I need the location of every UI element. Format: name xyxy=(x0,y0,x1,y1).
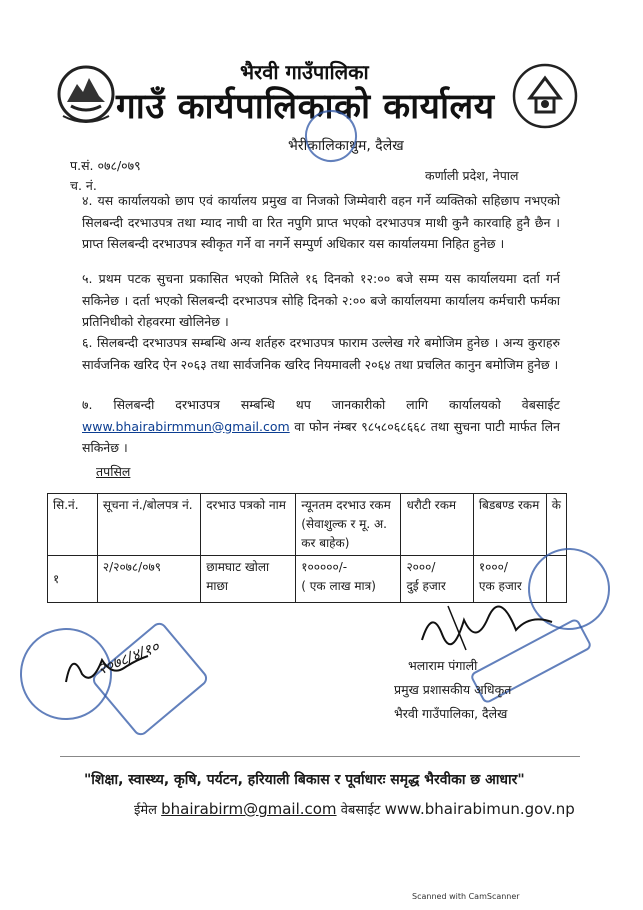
header-notice: सूचना नं./बोलपत्र नं. xyxy=(97,494,200,556)
clause-7-text-a: ७. सिलबन्दी दरभाउपत्र सम्बन्धि थप जानकारीको लागि कार्यालयको वेबसाईट xyxy=(82,397,560,412)
tapasil-heading: तपसिल xyxy=(96,464,131,479)
cell-deposit-value: २०००/ xyxy=(406,560,436,574)
header-min-amount: न्यूनतम दरभाउ रकम (सेवाशुल्क र मू. अ. कर बाहेक) xyxy=(296,494,401,556)
cell-min-amount-words: ( एक लाख मात्र) xyxy=(301,579,376,593)
cell-min-amount xyxy=(296,556,401,603)
header-form: बिडबण्ड रकम xyxy=(473,494,546,556)
footer-email[interactable]: bhairabirm@gmail.com xyxy=(161,800,337,818)
reference-number: प.सं. ०७८/०७९ xyxy=(70,158,141,173)
signatory-office: भैरवी गाउँपालिका, दैलेख xyxy=(394,706,508,721)
clause-7-text-b: वा फोन नंम्बर ९८५८०६८६६८ तथा सुचना पाटी मार्फत लिन सकिनेछ । xyxy=(82,418,560,455)
clause-7-email-link[interactable]: www.bhairabirmmun@gmail.com xyxy=(82,418,290,434)
province-text: कर्णाली प्रदेश, नेपाल xyxy=(425,168,519,183)
municipality-name: भैरवी गाउँपालिका xyxy=(240,60,369,84)
table-header-row xyxy=(48,494,567,556)
footer-contact xyxy=(134,800,575,818)
clause-4: ४. यस कार्यालयको छाप एवं कार्यालय प्रमुख वा निजको जिम्मेवारी वहन गर्ने व्यक्तिको सहिछाप नभएको सिलबन्दी दरभाउपत्र तथा म्याद नाघी वा रित नपुगि प्राप्त भएको दरभाउपत्र माथी कुनै कारवाहि हुनै छैन । प्राप्त सिलबन्दी दरभाउपत्र स्वीकृत गर्ने वा नगर्ने सम्पुर्ण अधिकार यस कार्यालयमा निहित हुनेछ । xyxy=(82,193,560,251)
handwritten-date: २०७८/४/१० xyxy=(94,637,162,679)
footer-rule xyxy=(60,756,580,757)
dispatch-number: च. नं. xyxy=(70,178,97,193)
table-row xyxy=(48,556,567,603)
cell-min-amount-value: १०००००/- xyxy=(301,560,348,574)
cell-sn: १ xyxy=(48,556,98,603)
tender-table xyxy=(47,493,567,603)
header-last: के xyxy=(546,494,566,556)
clause-7 xyxy=(82,394,560,459)
header-sn: सि.नं. xyxy=(48,494,98,556)
office-address: भैरीकालिकाथुम, दैलेख xyxy=(288,138,404,154)
cell-name: छामघाट खोला माछा xyxy=(201,556,296,603)
footer-slogan: "शिक्षा, स्वास्थ्य, कृषि, पर्यटन, हरियाली बिकास र पूर्वाधारः समृद्ध भैरवीका छ आधार" xyxy=(84,772,525,788)
clause-6: ६. सिलबन्दी दरभाउपत्र सम्बन्धि अन्य शर्तहरु दरभाउपत्र फाराम उल्लेख गरे बमोजिम हुनेछ । अन्य कुराहरु सार्वजनिक खरिद ऐन २०६३ तथा सार्वजनिक खरिद नियमावली २०६४ तथा प्रचलित कानुन बमोजिम हुनेछ । xyxy=(82,335,560,372)
office-title: गाउँ कार्यपालिकाको कार्यालय xyxy=(116,87,495,127)
signatory-name: भलाराम पंगाली xyxy=(408,658,478,673)
municipality-logo xyxy=(510,60,580,132)
cell-notice: २/२०७८/०७९ xyxy=(97,556,200,603)
clause-5: ५. प्रथम पटक सुचना प्रकासित भएको मितिले १६ दिनको १२:०० बजे सम्म यस कार्यालयमा दर्ता गर्न सकिनेछ । दर्ता भएको सिलबन्दी दरभाउपत्र सोहि दिनको २:०० बजे कार्यालयमा कार्यालय कर्मचारी फर्मका प्रतिनिधीको रोहवरमा खोलिनेछ । xyxy=(82,271,560,329)
header-deposit: धरौटी रकम xyxy=(401,494,473,556)
cell-form-words: एक हजार xyxy=(478,579,522,593)
scanner-watermark: Scanned with CamScanner xyxy=(412,892,520,901)
header-name: दरभाउ पत्रको नाम xyxy=(201,494,296,556)
cell-deposit xyxy=(401,556,473,603)
cell-form-value: १०००/ xyxy=(478,560,508,574)
nepal-emblem-logo xyxy=(55,62,117,130)
footer-website[interactable]: www.bhairabimun.gov.np xyxy=(384,800,575,818)
signatory-title: प्रमुख प्रशासकीय अधिकृत xyxy=(394,682,512,697)
footer-web-label: वेबसाईट xyxy=(340,803,381,818)
footer-email-label: ईमेल xyxy=(134,803,157,818)
signature-right xyxy=(418,600,558,652)
cell-deposit-words: दुई हजार xyxy=(406,579,446,593)
